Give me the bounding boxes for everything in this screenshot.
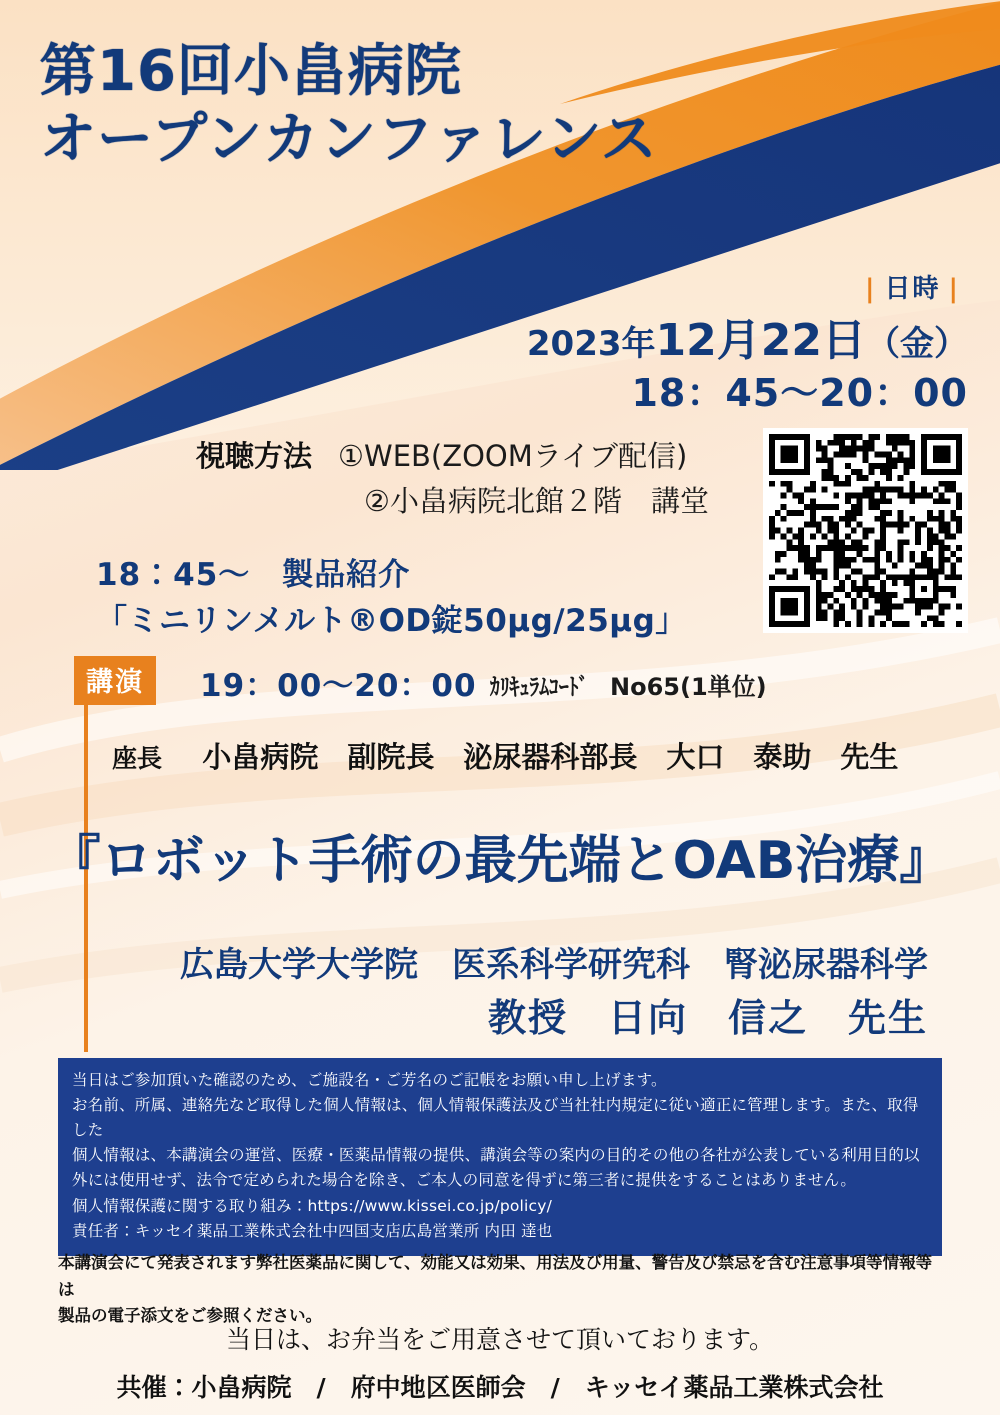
product-intro-block: [96, 552, 687, 643]
lecture-code-label: ｶﾘｷｭﾗﾑｺｰﾄﾞ: [490, 673, 589, 701]
viewing-option-1: ①WEB(ZOOMライブ配信): [338, 439, 688, 473]
note-line-2: 製品の電子添文をご参照ください。: [58, 1306, 322, 1326]
date-monthday: 12月22日: [655, 315, 866, 366]
note-line-1: 本講演会にて発表されます弊社医薬品に関して、効能又は効果、用法及び用量、警告及び禁忌を含む注意事項等情報等は: [58, 1253, 933, 1299]
product-information-note: [58, 1250, 948, 1330]
date-label-bar-right: |: [948, 274, 960, 304]
lecture-badge: 講演: [74, 656, 156, 705]
privacy-line-5: 個人情報保護に関する取り組み：https://www.kissei.co.jp/policy/: [72, 1196, 553, 1215]
chair-label: 座長: [112, 744, 163, 773]
date-main-row: [527, 311, 968, 370]
date-block: [527, 268, 968, 418]
page-title: [40, 38, 658, 175]
date-time: 18：45〜20：00: [631, 371, 968, 416]
date-label-text: 日時: [884, 274, 941, 304]
viewing-method-row-1: [196, 434, 709, 479]
speaker-name: 教授 日向 信之 先生: [487, 996, 928, 1040]
speaker-affiliation: 広島大学大学院 医系科学研究科 腎泌尿器科学: [180, 945, 928, 985]
privacy-line-3: 個人情報は、本講演会の運営、医療・医薬品情報の提供、講演会等の案内の目的その他の各社が公表している利用目的以: [72, 1146, 920, 1165]
viewing-method-row-2: [196, 479, 709, 524]
bento-note: 当日は、お弁当をご用意させて頂いております。: [225, 1325, 774, 1354]
date-year: 2023年: [526, 324, 656, 364]
qr-code[interactable]: [763, 428, 968, 633]
cohost-line: 共催：小畠病院 / 府中地区医師会 / キッセイ薬品工業株式会社: [116, 1373, 884, 1402]
speaker-block: [180, 940, 928, 1046]
date-label-bar-left: |: [864, 274, 877, 304]
lecture-curriculum-code: [490, 667, 767, 702]
title-line-1: 第16回小畠病院: [40, 39, 462, 104]
chair-row: [112, 735, 898, 776]
privacy-notice-box: [58, 1058, 942, 1256]
chair-name: 小畠病院 副院長 泌尿器科部長 大口 泰助 先生: [202, 740, 899, 774]
product-intro-time: 18：45〜 製品紹介: [96, 557, 411, 593]
privacy-line-6: 責任者：キッセイ薬品工業株式会社中四国支店広島営業所 内田 達也: [72, 1221, 553, 1240]
talk-title: 『ロボット手術の最先端とOAB治療』: [48, 831, 952, 891]
privacy-line-2: お名前、所属、連絡先など取得した個人情報は、個人情報保護法及び当社社内規定に従い適正に管理します。また、取得した: [72, 1096, 919, 1140]
lecture-time: 19：00〜20：00: [200, 668, 477, 704]
viewing-method-block: [196, 434, 709, 524]
date-weekday: （金）: [866, 324, 968, 364]
lecture-code-number: No65(1単位): [610, 673, 767, 701]
date-label-row: [527, 268, 968, 305]
privacy-line-4: 外には使用せず、法令で定められた場合を除き、ご本人の同意を得ずに第三者に提供をすることはありません。: [72, 1171, 857, 1190]
product-intro-name: 「ミニリンメルト®OD錠50μg/25μg」: [96, 602, 687, 639]
title-line-2: オープンカンファレンス: [40, 107, 658, 173]
privacy-line-1: 当日はご参加頂いた確認のため、ご施設名・ご芳名のご記帳をお願い申し上げます。: [72, 1071, 667, 1089]
viewing-option-2: ②小畠病院北館２階 講堂: [364, 483, 709, 518]
viewing-method-label: 視聴方法: [196, 439, 313, 473]
